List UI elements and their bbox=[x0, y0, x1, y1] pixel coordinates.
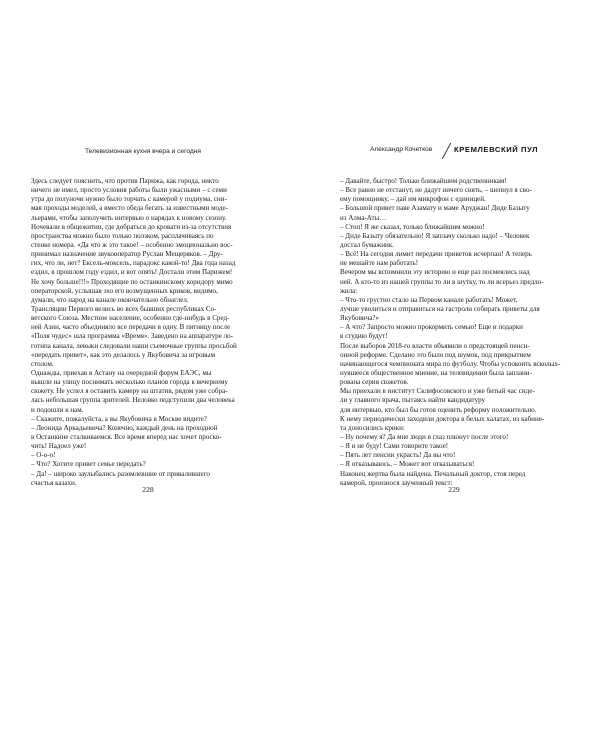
text-line: в Останкине сталкиваемся. Все время вперед нас хочет проско- bbox=[31, 432, 222, 441]
text-line: начинающегося чемпионата мира по футболу. Чтобы успокоить всколых- bbox=[340, 359, 561, 368]
text-line: – Давайте, быстро! Только ближайшим родственникам! bbox=[340, 177, 507, 185]
text-line: – Все равно не отстанут, не дадут ничего снять, – шепнул я сво- bbox=[340, 186, 532, 195]
text-line: Здесь следует пояснить, что против Парижа, как города, никто bbox=[31, 177, 219, 185]
running-head-title: КРЕМЛЕВСКИЙ ПУЛ bbox=[454, 145, 539, 154]
text-line: пространства можно было только ползком, расплачиваясь по bbox=[31, 231, 214, 240]
text-line: лучше уволиться и отправиться на гастроли собирать приветы для bbox=[340, 304, 540, 313]
text-line: не мешайте нам работать! bbox=[340, 259, 419, 268]
text-line: – Пять лет пенсии украсть! Да вы что! bbox=[340, 451, 456, 460]
running-head-right bbox=[370, 143, 539, 159]
text-line: Не хочу больше!!!» Проходящие по останкинскому коридору мимо bbox=[31, 277, 233, 286]
text-line: ней. А кто-то из нашей группы то ли в шутку, то ли всерьез предло- bbox=[340, 277, 544, 286]
text-line: Мы приехали в институт Склифосовского и уже битый час сиде- bbox=[340, 387, 535, 396]
text-line: – Большой привет паве Азамату и маме Аруджан! Диде Базыту bbox=[340, 204, 530, 213]
page-number-right: 229 bbox=[448, 485, 460, 494]
text-line: Ночевали в общежитии, где добраться до кровати из-за отсутствия bbox=[31, 222, 232, 231]
text-line: – Что? Хотите привет семье передать? bbox=[31, 460, 146, 469]
text-line: – О-о-о! bbox=[31, 451, 56, 460]
text-line: и подошли к нам. bbox=[31, 405, 84, 414]
text-line: лась небольшая группа зрителей. Неловко подступили два человека bbox=[31, 396, 235, 405]
text-line: – Да! – широко заулыбались разомлевшие от привалившего bbox=[31, 469, 210, 478]
text-line: стенке номера. «Да что ж это такое! – особенно эмоционально вос- bbox=[31, 240, 233, 249]
text-line: Якубовича?» bbox=[340, 314, 379, 323]
text-line: для интервью, кто был бы готов оценить реформу положительно. bbox=[340, 405, 537, 414]
text-line: Трансляции Первого велись во всех бывших республиках Со- bbox=[31, 304, 217, 313]
text-line: вышли на улицу поснимать несколько планов города к вечернему bbox=[31, 378, 228, 387]
text-line: – Что-то грустно стало на Первом канале работать! Может, bbox=[340, 295, 518, 304]
text-line: – Я и не буду! Сами говорите такое! bbox=[340, 442, 449, 451]
text-line: столом. bbox=[31, 359, 54, 368]
text-line: ли у главного врача, пытаясь найти кандидатуру bbox=[340, 396, 486, 405]
text-line: ездил, в прошлом году ездил, и вот опять! Достали этим Парижем! bbox=[31, 268, 233, 277]
text-line: нувшееся общественное мнение, на телевидении была заплани- bbox=[340, 368, 532, 377]
text-line: чить! Надоел уже! bbox=[31, 442, 87, 451]
text-line: сюжету. Не успел я оставить камеру на штатив, рядом уже собра- bbox=[31, 387, 228, 396]
running-head-divider bbox=[442, 143, 452, 159]
text-line: в студию будут! bbox=[340, 332, 388, 341]
text-line: – Стоп! Я же сказал, только ближайшим можно! bbox=[340, 222, 485, 231]
text-line: та доносились крики: bbox=[340, 423, 405, 432]
right-page-body bbox=[340, 177, 568, 488]
text-line: – Ну почему я? Да мне люди в глаз плюнут после этого! bbox=[340, 432, 509, 441]
text-line: ней Азии, часто объединяло все передачи в одну. В пятницу после bbox=[31, 323, 231, 332]
text-line: готипа канала, левыки следовали наши съемочные группы просьбой bbox=[31, 341, 237, 350]
text-line: онной реформе. Сделано это было под шумок, под прикрытием bbox=[340, 350, 531, 359]
text-line: ничего не имел, просто условия работы были ужасными – с семи bbox=[31, 186, 227, 195]
text-line: гих, что ли, нет? Ексель-моксель, парадокс какой-то! Два года назад bbox=[31, 259, 236, 268]
text-line: достал бумажник. bbox=[340, 240, 394, 249]
text-line: думали, что народ на канале окончательно обнаглел. bbox=[31, 295, 189, 304]
text-line: – Леонида Аркадьевича? Конечно, каждый день на проходной bbox=[31, 423, 218, 432]
text-line: принимал назначение звукооператор Руслан Мещеряков. – Дру- bbox=[31, 250, 223, 259]
text-line: – Скажите, пожалуйста, а вы Якубовича в Москве видите? bbox=[31, 414, 207, 423]
page-number-left: 228 bbox=[142, 485, 154, 494]
text-line: «Поля чудес» шла программа «Время». Заведено на аппаратуре ло- bbox=[31, 332, 233, 341]
text-line: мая проходы моделей, а вместо обеда бегать за известными моде- bbox=[31, 204, 228, 213]
text-line: льерами, чтобы заполучить интервью о нарядах к новому сезону. bbox=[31, 213, 227, 222]
text-line: – А что? Запросто можно прокормить семью! Еще и подарки bbox=[340, 323, 523, 332]
running-head-left: Телевизионная кухня вчера и сегодня bbox=[85, 148, 201, 155]
text-line: – Диде Базыту обязательно! Я заплачу сколько надо! – Человек bbox=[340, 231, 530, 240]
text-line: счастья казахи. bbox=[31, 478, 77, 487]
text-line: – Всё! На сегодня лимит передачи приветов исчерпан! А теперь bbox=[340, 250, 532, 259]
text-line: камерой, произнося заученный текст: bbox=[340, 478, 453, 487]
text-line: «передать привет», как это делалось у Якубовича за игровым bbox=[31, 350, 216, 359]
text-line: – Я отказываюсь, – Может вот отказываться! bbox=[340, 460, 475, 469]
left-page-body bbox=[31, 177, 261, 488]
text-line: ему помощнику, – дай им микрофон с единицей. bbox=[340, 195, 486, 204]
text-line: Наконец жертва была найдена. Печальный доктор, стоя перед bbox=[340, 469, 526, 478]
running-head-author: Александр Кочетков bbox=[370, 146, 433, 153]
text-line: Вечером мы вспомнили эту историю и еще раз посмеялись над bbox=[340, 268, 530, 277]
text-line: Однажды, приехав в Астану на очередной форум ЕАЭС, мы bbox=[31, 368, 212, 377]
text-line: После выборов 2018-го власти объявили о предстоящей пенси- bbox=[340, 341, 530, 350]
text-line: К нему периодически заходили доктора в белых халатах, из кабине- bbox=[340, 414, 545, 423]
text-line: жила: bbox=[340, 286, 358, 295]
text-line: операторской, услышав эхо его возмущенных криков, видимо, bbox=[31, 286, 218, 295]
text-line: ветского Союза. Местное население, особенно где-нибудь в Сред- bbox=[31, 314, 230, 323]
text-line: утра до полуночи нужно было торчать с камерой у подиума, сни- bbox=[31, 195, 227, 204]
text-line: рована серия сюжетов. bbox=[340, 378, 409, 387]
text-line: из Алма-Аты… bbox=[340, 213, 387, 222]
